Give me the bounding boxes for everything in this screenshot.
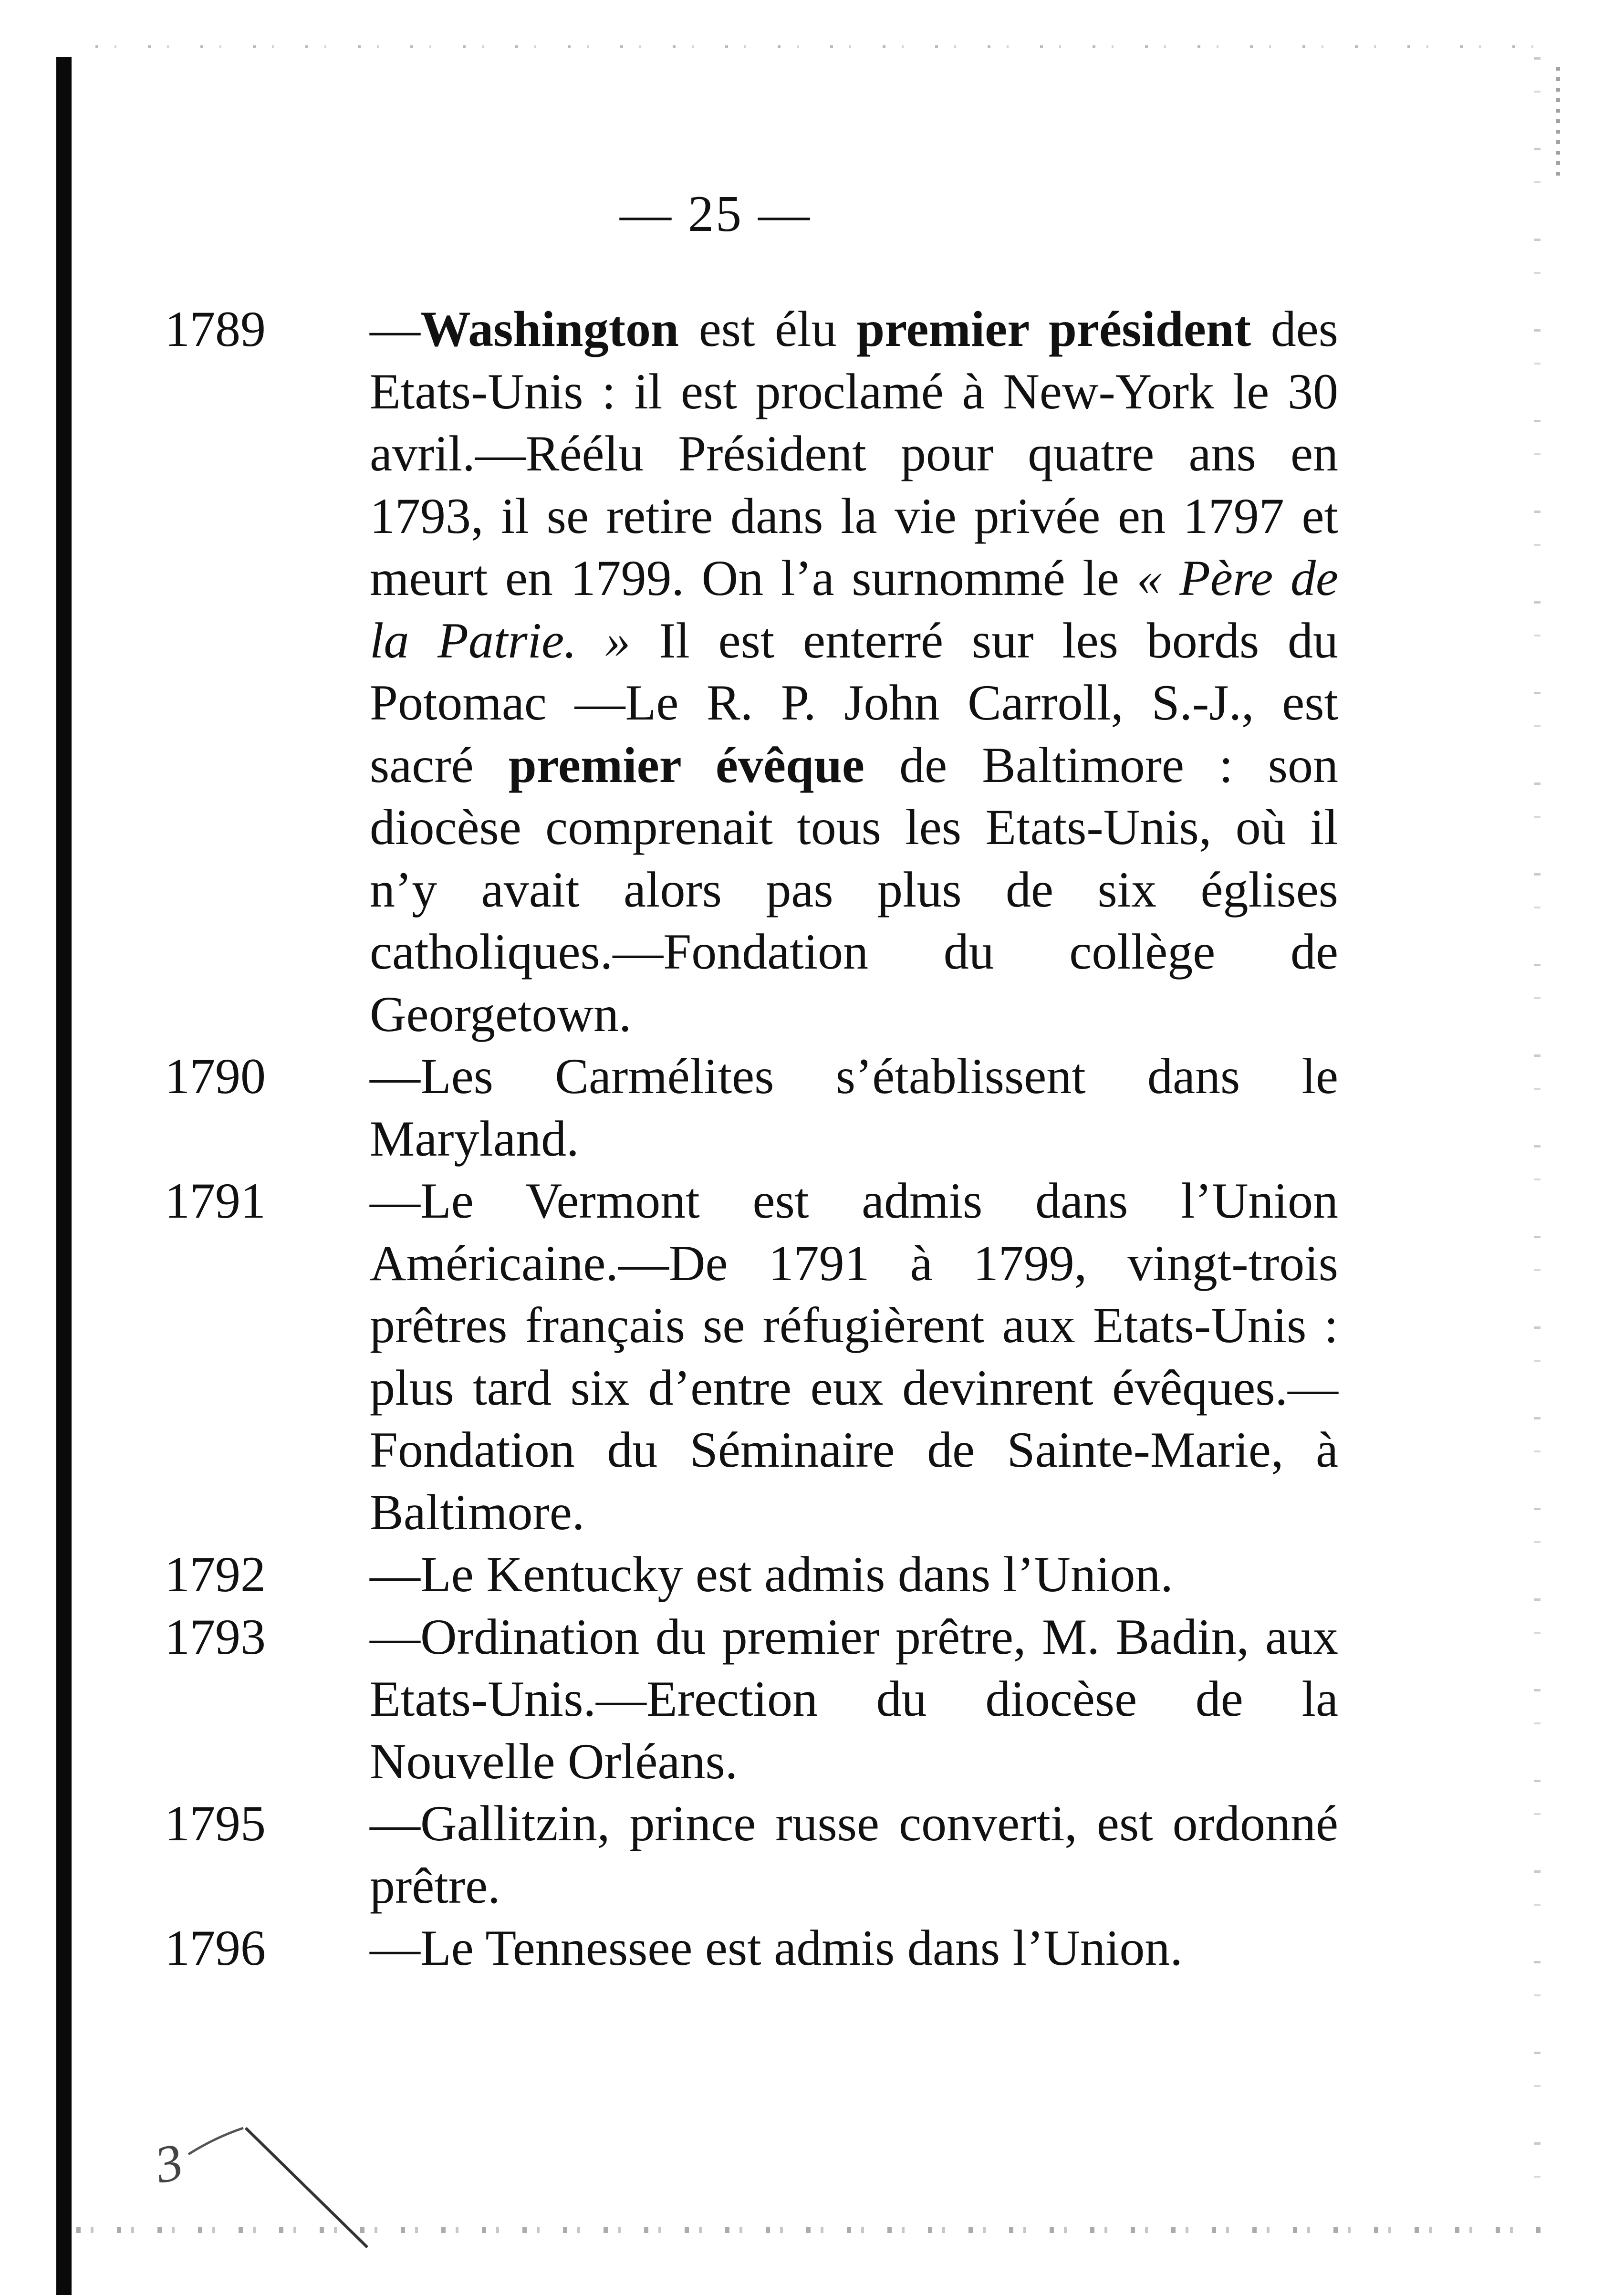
chronology-entry-1793: 1793 —Ordination du premier prêtre, M. Badin, aux Etats-Unis.—Erection du diocèse de la Nouvelle Orléans. — [165, 1606, 1338, 1793]
entry-text: Le Tennessee est admis dans l’Union. — [420, 1920, 1183, 1976]
entry-year: 1795 — [165, 1795, 266, 1851]
chronology-entry-1789: 1789 —Washington est élu premier président des Etats-Unis : il est proclamé à New-York le 30 avril.—Réélu Président pour quatre ans en 1793, il se retire dans la vie privée en 1797 et meurt en 1799. On l’a surnommé le « Père de la Patrie. » Il est enterré sur les bords du Potomac —Le R. P. John Carroll, S.-J., est sacré premier évêque de Baltimore : son diocèse comprenait tous les Etats-Unis, où il n’y avait alors pas plus de six églises catholiques.—Fondation du collège de Georgetown. — [165, 298, 1338, 1045]
entry-quote: « Père de la Patrie. » — [370, 550, 1338, 668]
entry-text: est élu — [679, 301, 857, 357]
entry-text: Ordination du premier prêtre, M. Badin, aux Etats-Unis.—Erection du diocèse de la Nouvelle Orléans. — [370, 1608, 1338, 1789]
entry-text: Le Vermont est admis dans l’Union Américaine.—De 1791 à 1799, vingt-trois prêtres français se réfugièrent aux Etats-Unis : plus tard six d’entre eux devinrent évêques.—Fondation du Séminaire de Sainte-Marie, à Baltimore. — [370, 1173, 1338, 1540]
entry-text: Les Carmélites s’établissent dans le Maryland. — [370, 1048, 1338, 1167]
entry-year: 1790 — [165, 1048, 266, 1104]
entry-year: 1796 — [165, 1920, 266, 1976]
entry-highlight: premier président — [856, 301, 1251, 357]
scan-noise-top — [95, 45, 1551, 48]
chronology-entry-1795: 1795 —Gallitzin, prince russe converti, est ordonné prêtre. — [165, 1793, 1338, 1917]
chronology-entry-1790: 1790 —Les Carmélites s’établissent dans le Maryland. — [165, 1045, 1338, 1170]
entry-year: 1791 — [165, 1173, 266, 1229]
entry-text: Gallitzin, prince russe converti, est ordonné prêtre. — [370, 1795, 1338, 1914]
entry-highlight: premier évêque — [508, 737, 864, 793]
pencil-stroke — [188, 2128, 243, 2154]
chronology-entry-1796: 1796 —Le Tennessee est admis dans l’Union. — [165, 1917, 1338, 1980]
chronology-list — [165, 298, 1338, 1980]
entry-year: 1793 — [165, 1608, 266, 1665]
entry-text: des Etats-Unis : il est proclamé à New-York le 30 avril.—Réélu Président pour quatre ans en 1793, il se retire dans la vie privée en 1797 et meurt en 1799. On l’a surnommé le — [370, 301, 1338, 606]
entry-text: Le Kentucky est admis dans l’Union. — [420, 1546, 1173, 1602]
entry-highlight: Washington — [420, 301, 679, 357]
entry-text: Il est enterré sur les bords du Potomac —Le R. P. John Carroll, S.-J., est sacré — [370, 612, 1338, 793]
page-number: — 25 — — [620, 186, 812, 242]
entry-year: 1792 — [165, 1546, 266, 1602]
entry-year: 1789 — [165, 301, 266, 357]
pencil-line — [246, 2128, 367, 2247]
entry-text: de Baltimore : son diocèse comprenait tous les Etats-Unis, où il n’y avait alors pas plus de six églises catholiques.—Fondation du collège de Georgetown. — [370, 737, 1338, 1042]
binding-edge — [56, 57, 72, 2295]
chronology-entry-1791: 1791 —Le Vermont est admis dans l’Union Américaine.—De 1791 à 1799, vingt-trois prêtres français se réfugièrent aux Etats-Unis : plus tard six d’entre eux devinrent évêques.—Fondation du Séminaire de Sainte-Marie, à Baltimore. — [165, 1170, 1338, 1544]
scan-noise-right-corner — [1556, 67, 1560, 181]
pencil-annotation — [143, 2109, 410, 2252]
chronology-entry-1792: 1792 —Le Kentucky est admis dans l’Union. — [165, 1544, 1338, 1606]
pencil-annotation-text: 3 — [150, 2132, 188, 2195]
scan-noise-right — [1534, 57, 1541, 2228]
